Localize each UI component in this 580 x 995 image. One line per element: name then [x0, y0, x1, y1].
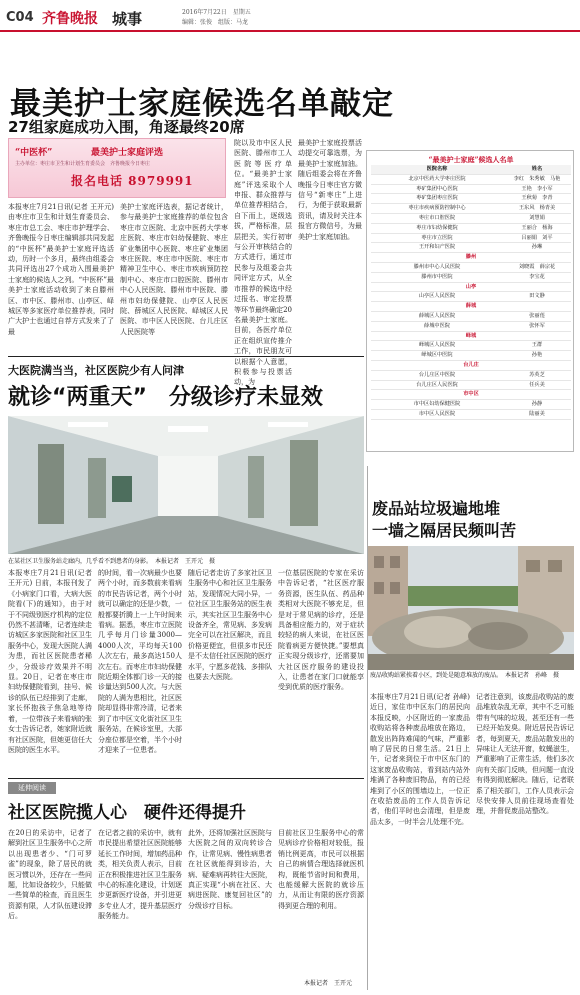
- extended-column-2: 在记者之前的采访中，就有市民提出希望社区医院能够延长工作时间，增加药品种类，相关负责人表示，目前正在积极推进社区卫生服务中心的标准化建设，计划逐步更新医疗设备，并引进更多专业人才，提升基层医疗服务能力。: [98, 829, 182, 921]
- nominee-row: [371, 410, 571, 420]
- nominee-hospital: 枣庄市疾病预防控制中心: [408, 205, 466, 212]
- lead-column-4: 最美护士家庭投票活动提交可靠选票，为最美护士家庭加油。随后组委会将在齐鲁晚报今日枣庄官方微信号“新枣庄”上进行，为便于获取最新资讯，请及时关注本报官方微信号，为最美护士家庭加油。: [298, 139, 362, 241]
- nominee-group-label: 滕州: [465, 254, 477, 261]
- nominee-hospital: 枣庄市口腔医院: [418, 215, 456, 221]
- nominee-row: [371, 371, 571, 381]
- section-divider: [8, 356, 364, 357]
- garbage-column-1: 本报枣庄7月21日讯(记者 孙峰) 近日，家住市中区东门的居民向本报反映，小区附近的一家废品收购站将各种废品堆放在路边，散发出阵阵难闻的气味，严重影响了居民的日常生活。21日上午，记者来到位于市中区东门的这家废品收购站，看到站内站外堆满了各种废旧物品，有的已经堆到了小区的围墙边上，一位正在收拾废品的工作人员告诉记者，他们平时也会清理，但是废品太多，一时半会儿处理不完。: [370, 693, 470, 826]
- nominee-hospital: 枣庄市妇幼保健院: [416, 224, 458, 231]
- extended-headline: 社区医院揽人心 硬件还得提升: [8, 803, 246, 823]
- nominee-names: 李红 朱秀敏 马艳: [513, 175, 561, 182]
- banner-brand: “中医杯”: [15, 148, 53, 158]
- nominee-names: 王东风 杨青美: [518, 205, 556, 212]
- nominee-names: 张怀军: [529, 322, 545, 329]
- hospital-photo-caption: 在某社区卫生服务站走廊内，几乎看不到患者的身影。 本报记者 王开元 摄: [8, 558, 216, 565]
- nominee-names: 王群: [531, 342, 543, 349]
- banner-hotline: 报名电话 8979991: [71, 174, 194, 188]
- nominee-hospital: 薛城中医院: [424, 322, 450, 329]
- nominee-names: 任兵美: [529, 381, 545, 388]
- nominee-group-label: 薛城: [465, 303, 477, 310]
- masthead: [0, 0, 580, 32]
- corridor-illustration: [8, 416, 364, 554]
- nominee-row: [371, 243, 571, 253]
- nominee-hospital: 北京中医药大学枣庄医院: [408, 175, 466, 182]
- nominee-row: [371, 273, 571, 283]
- nominee-group: [371, 253, 571, 263]
- nominee-names: 张丽莲: [529, 313, 545, 319]
- event-banner: [8, 138, 226, 198]
- nominee-names: 刘慧娟: [529, 215, 545, 221]
- nominee-row: [371, 194, 571, 204]
- nominee-group-label: 山亭: [465, 283, 477, 290]
- nominee-hospital: 薛城区人民医院: [418, 313, 456, 319]
- nominee-group: [371, 283, 571, 293]
- column-divider: [367, 466, 368, 990]
- lead-headline: 最美护士家庭候选名单敲定: [10, 86, 394, 122]
- nominee-hospital: 枣庄市立医院: [421, 234, 453, 241]
- hospital-column-1: 本报枣庄7月21日讯(记者 王开元) 日前，本报刊发了《小病家门口看，大病大医院看(下)的通知》，由于对于不同级别医疗机构的定位仍然不甚清晰，记者连续走访城区多家医院和社区卫生服务中心，发现大医院人满为患，而社区医院患者稀少，分级诊疗效果并不明显。20日，记者在枣庄市妇幼保健院看到，挂号、候诊的队伍已经排到了走廊，家长怀抱孩子焦急地等待着，一位带孩子来看病的张女士告诉记者，她家附近就有社区医院，但她更信任大医院的医生水平。: [8, 569, 92, 754]
- nominee-names: 王丽合 杨海: [521, 224, 553, 231]
- hospital-headline: 就诊“两重天” 分级诊疗未显效: [8, 385, 323, 410]
- lead-column-2: 美护士家庭评选表，据记者统计，参与最美护士家庭推荐的单位包含枣庄市立医院、北京中医药大学枣庄医院、枣庄市妇幼保健院、枣庄矿业集团中心医院、枣庄矿业集团枣庄医院、枣庄市中医院、枣庄市精神卫生中心、枣庄市疾病预防控制中心、枣庄市口腔医院、滕州市中心人民医院、滕州市中医院、滕州市妇幼保健院、山亭区人民医院、薛城区人民医院、峄城区人民医院、市中区人民医院、台儿庄区人民医院等: [120, 203, 228, 336]
- hospital-column-4: 一位基层医院的专家在采访中告诉记者，“社区医疗服务资源，医生队伍、药品种类相对大医院不够充足，但是对于常见病的诊疗，还是具备相应能力的，对于症状较轻的病人来说，在社区医院看病更方便快捷。”要想真正实现分级诊疗，还需要加大社区医疗服务的建设投入，让患者在家门口就能享受到优质的医疗服务。: [278, 569, 364, 692]
- page-number: C04: [6, 10, 34, 25]
- section-name: 城事: [112, 10, 143, 28]
- nominee-row: [371, 224, 571, 234]
- extended-reading-label: 延伸阅读: [8, 782, 56, 794]
- extended-divider: [8, 778, 364, 779]
- nominee-row: [371, 292, 571, 302]
- nominee-group-label: 台儿庄: [463, 362, 479, 368]
- nominee-row: [371, 234, 571, 244]
- nominee-row: [371, 185, 571, 195]
- garbage-headline-line2: 一墙之隔居民频叫苦: [372, 521, 517, 540]
- nominee-row: [371, 204, 571, 214]
- nominee-group-label: 峄城: [465, 332, 477, 339]
- editors-line: 编辑：张俊 组版：马龙: [182, 19, 249, 26]
- lead-column-1: 本报枣庄7月21日讯(记者 王开元) 由枣庄市卫生和计划生育委员会、枣庄市总工会、枣庄市护理学会、齐鲁晚报今日枣庄编辑部共同发起的“中医杯”最美护士家庭评选活动，历时一个多月，最终由组委会共同评选出27个成功入围最美护士家庭的候选人之列。“中医杯”最美护士家庭活动收到了来自滕州区、市中区、滕州市、山亭区、峄城区等多家医疗单位推荐表，同时广大护士也通过自荐方式发来了了最: [8, 203, 114, 336]
- nominee-row: [371, 175, 571, 185]
- nominee-group: [371, 302, 571, 312]
- nominee-hospital: 王开和妇产医院: [418, 244, 456, 251]
- nominee-hospital: 枣矿集团中心医院: [416, 185, 458, 192]
- nominee-row: [371, 351, 571, 361]
- lead-column-3: 院以及市中区人民医院、滕州市工人医院等医疗单位。“最美护士家庭”评选采取个人申报、群众推荐与单位推荐相结合，自下而上，逐级选拔，严格标准，层层把关，实行初审与公开审核结合的方式进行，通过市民参与及组委会共同评定方式，从全市推荐的候选中经过报名、审定投票等环节最终确定20名最美护士家庭。目前，各医疗单位正在组织宣传推介工作，市民朋友可以根据个人意愿，积极参与投票活动，为: [234, 139, 292, 387]
- nominee-list-box: [366, 150, 574, 452]
- nominee-hospital: 滕州市中医院: [421, 273, 453, 280]
- hospital-column-2: 的时间，看一次病最少也要两个小时，而多数前来看病的市民告诉记者，两个小时就可以确定的还是少数，一般都要折腾上一上午时间来看病。据悉，枣庄市立医院几乎每月门诊量3000—4000人次，平均每天100人次左右，最多高达150人次左右。而枣庄市妇幼保健院近期全体都门诊一天的接诊量达到500人次。与大医院的人满为患相比，社区医院却显得非常冷清，记者来到了市中区文化街社区卫生服务站，在候诊室里，大部分座位都是空着，半个小时才迎来了一位患者。: [98, 569, 182, 754]
- garbage-column-2: 记者注意到，该废品收购站的废品堆放杂乱无章，其中不乏可能带有气味的垃圾，甚至还有一些已经开始发臭。附近居民告诉记者，每到夏天，废品站散发出的异味让人无法开窗，蚊蝇滋生，严重影响了正常生活，他们多次向有关部门反映，但问题一直没有得到彻底解决。随后，记者联系了相关部门，工作人员表示会尽快安排人员前往现场查看处理，并督促废品站整改。: [476, 693, 574, 816]
- nominee-hospital: 台儿庄区中医院: [418, 371, 456, 378]
- nominee-hospital: 枣矿集团枣庄医院: [416, 195, 458, 202]
- nominee-row: [371, 381, 571, 391]
- hospital-corridor-photo: [8, 416, 364, 554]
- header-hospital: 医院名称: [426, 166, 448, 172]
- nominee-names: 苏英芝: [529, 371, 545, 378]
- hospital-column-3: 随后记者走访了多家社区卫生服务中心和社区卫生服务站，发现情况大同小异，一位社区卫生服务站的医生表示，其实社区卫生服务中心设备齐全，常见病、多发病完全可以在社区解决，而且价格更便宜，但很多市民还是不太信任社区医院的医疗水平，宁愿多花钱、多排队也要去大医院。: [188, 569, 272, 682]
- extended-column-1: 在20日的采访中，记者了解到社区卫生服务中心之所以出现患者少、“门可罗雀”的现象，除了居民的就医习惯以外，还存在一些问题，比如设备较少，只能做一些简单的检查，而且医生资源有限，人才队伍建设滞后。: [8, 829, 92, 921]
- garbage-site-photo: [368, 546, 574, 670]
- extended-column-4: 目前社区卫生服务中心的常见病诊疗价格相对较低，报销比例更高，市民可以根据自己的病情合理选择就医机构，既能节省时间和费用，也能缓解大医院的就诊压力，从而让有限的医疗资源得到更合理的利用。: [278, 829, 364, 910]
- nominee-names: 王艳 李小军: [521, 185, 553, 192]
- garbage-photo-caption: 废品收购站紧挨着小区，到处是随意堆放的废品。 本报记者 孙峰 摄: [370, 672, 560, 679]
- nominee-names: 王秋菊 李青: [521, 195, 553, 202]
- nominee-group-label: 市中区: [463, 391, 479, 398]
- nominee-list-title: “最美护士家庭”候选人名单: [428, 155, 514, 164]
- nominee-hospital: 市中区妇幼保健医院: [413, 401, 461, 408]
- nominee-row: [371, 400, 571, 410]
- nominee-hospital: 山亭区人民医院: [418, 293, 456, 300]
- nominee-hospital: 市中区人民医院: [418, 411, 456, 417]
- nominee-names: 孙艳: [531, 352, 543, 359]
- nominee-names: 田文静: [529, 293, 545, 300]
- lead-subhead: 27组家庭成功入围，角逐最终20席: [8, 118, 245, 136]
- date-line: 2016年7月22日 星期五: [182, 9, 251, 16]
- nominee-names: 孙琳: [531, 244, 543, 251]
- masthead-rule: [0, 30, 580, 32]
- banner-organizers: 主办单位：枣庄市卫生和计划生育委员会 齐鲁晚报今日枣庄: [15, 161, 151, 167]
- nominee-group: [371, 361, 571, 371]
- nominee-group: [371, 390, 571, 400]
- hospital-kicker: 大医院满当当，社区医院少有人问津: [8, 364, 184, 377]
- banner-title: 最美护士家庭评选: [91, 148, 164, 158]
- nominee-table-header: [371, 165, 571, 175]
- nominee-names: 陆丽美: [529, 411, 545, 417]
- nominee-row: [371, 312, 571, 322]
- nominee-hospital: 滕州市中心人民医院: [413, 264, 461, 270]
- nominee-group: [371, 332, 571, 342]
- extended-column-3: 此外，还将加强社区医院与大医院之间的双向转诊合作，让常见病、慢性病患者在社区就能得到诊治，大病、疑难病再转往大医院，真正实现“小病在社区、大病进医院、康复回社区”的分级诊疗目标。: [188, 829, 272, 910]
- garbage-headline-line1: 废品站垃圾遍地堆: [372, 499, 501, 518]
- nominee-hospital: 峄城区人民医院: [418, 342, 456, 349]
- newspaper-logo: 齐鲁晚报: [42, 11, 98, 27]
- nominee-names: 李宝花: [529, 273, 545, 280]
- nominee-row: [371, 214, 571, 224]
- nominee-row: [371, 322, 571, 332]
- nominee-names: 吕丽娟 刘平: [521, 234, 553, 241]
- nominee-hospital: 台儿庄区人民医院: [416, 381, 458, 388]
- nominee-hospital: 峄城区中医院: [421, 352, 453, 359]
- header-name: 姓名: [531, 166, 543, 172]
- nominee-names: 孙静: [531, 401, 543, 408]
- nominee-row: [371, 263, 571, 273]
- garbage-illustration: [368, 546, 574, 670]
- extended-byline: 本报记者 王开元: [304, 980, 353, 987]
- nominee-names: 刘晓霞 薛宗花: [518, 264, 556, 270]
- nominee-row: [371, 341, 571, 351]
